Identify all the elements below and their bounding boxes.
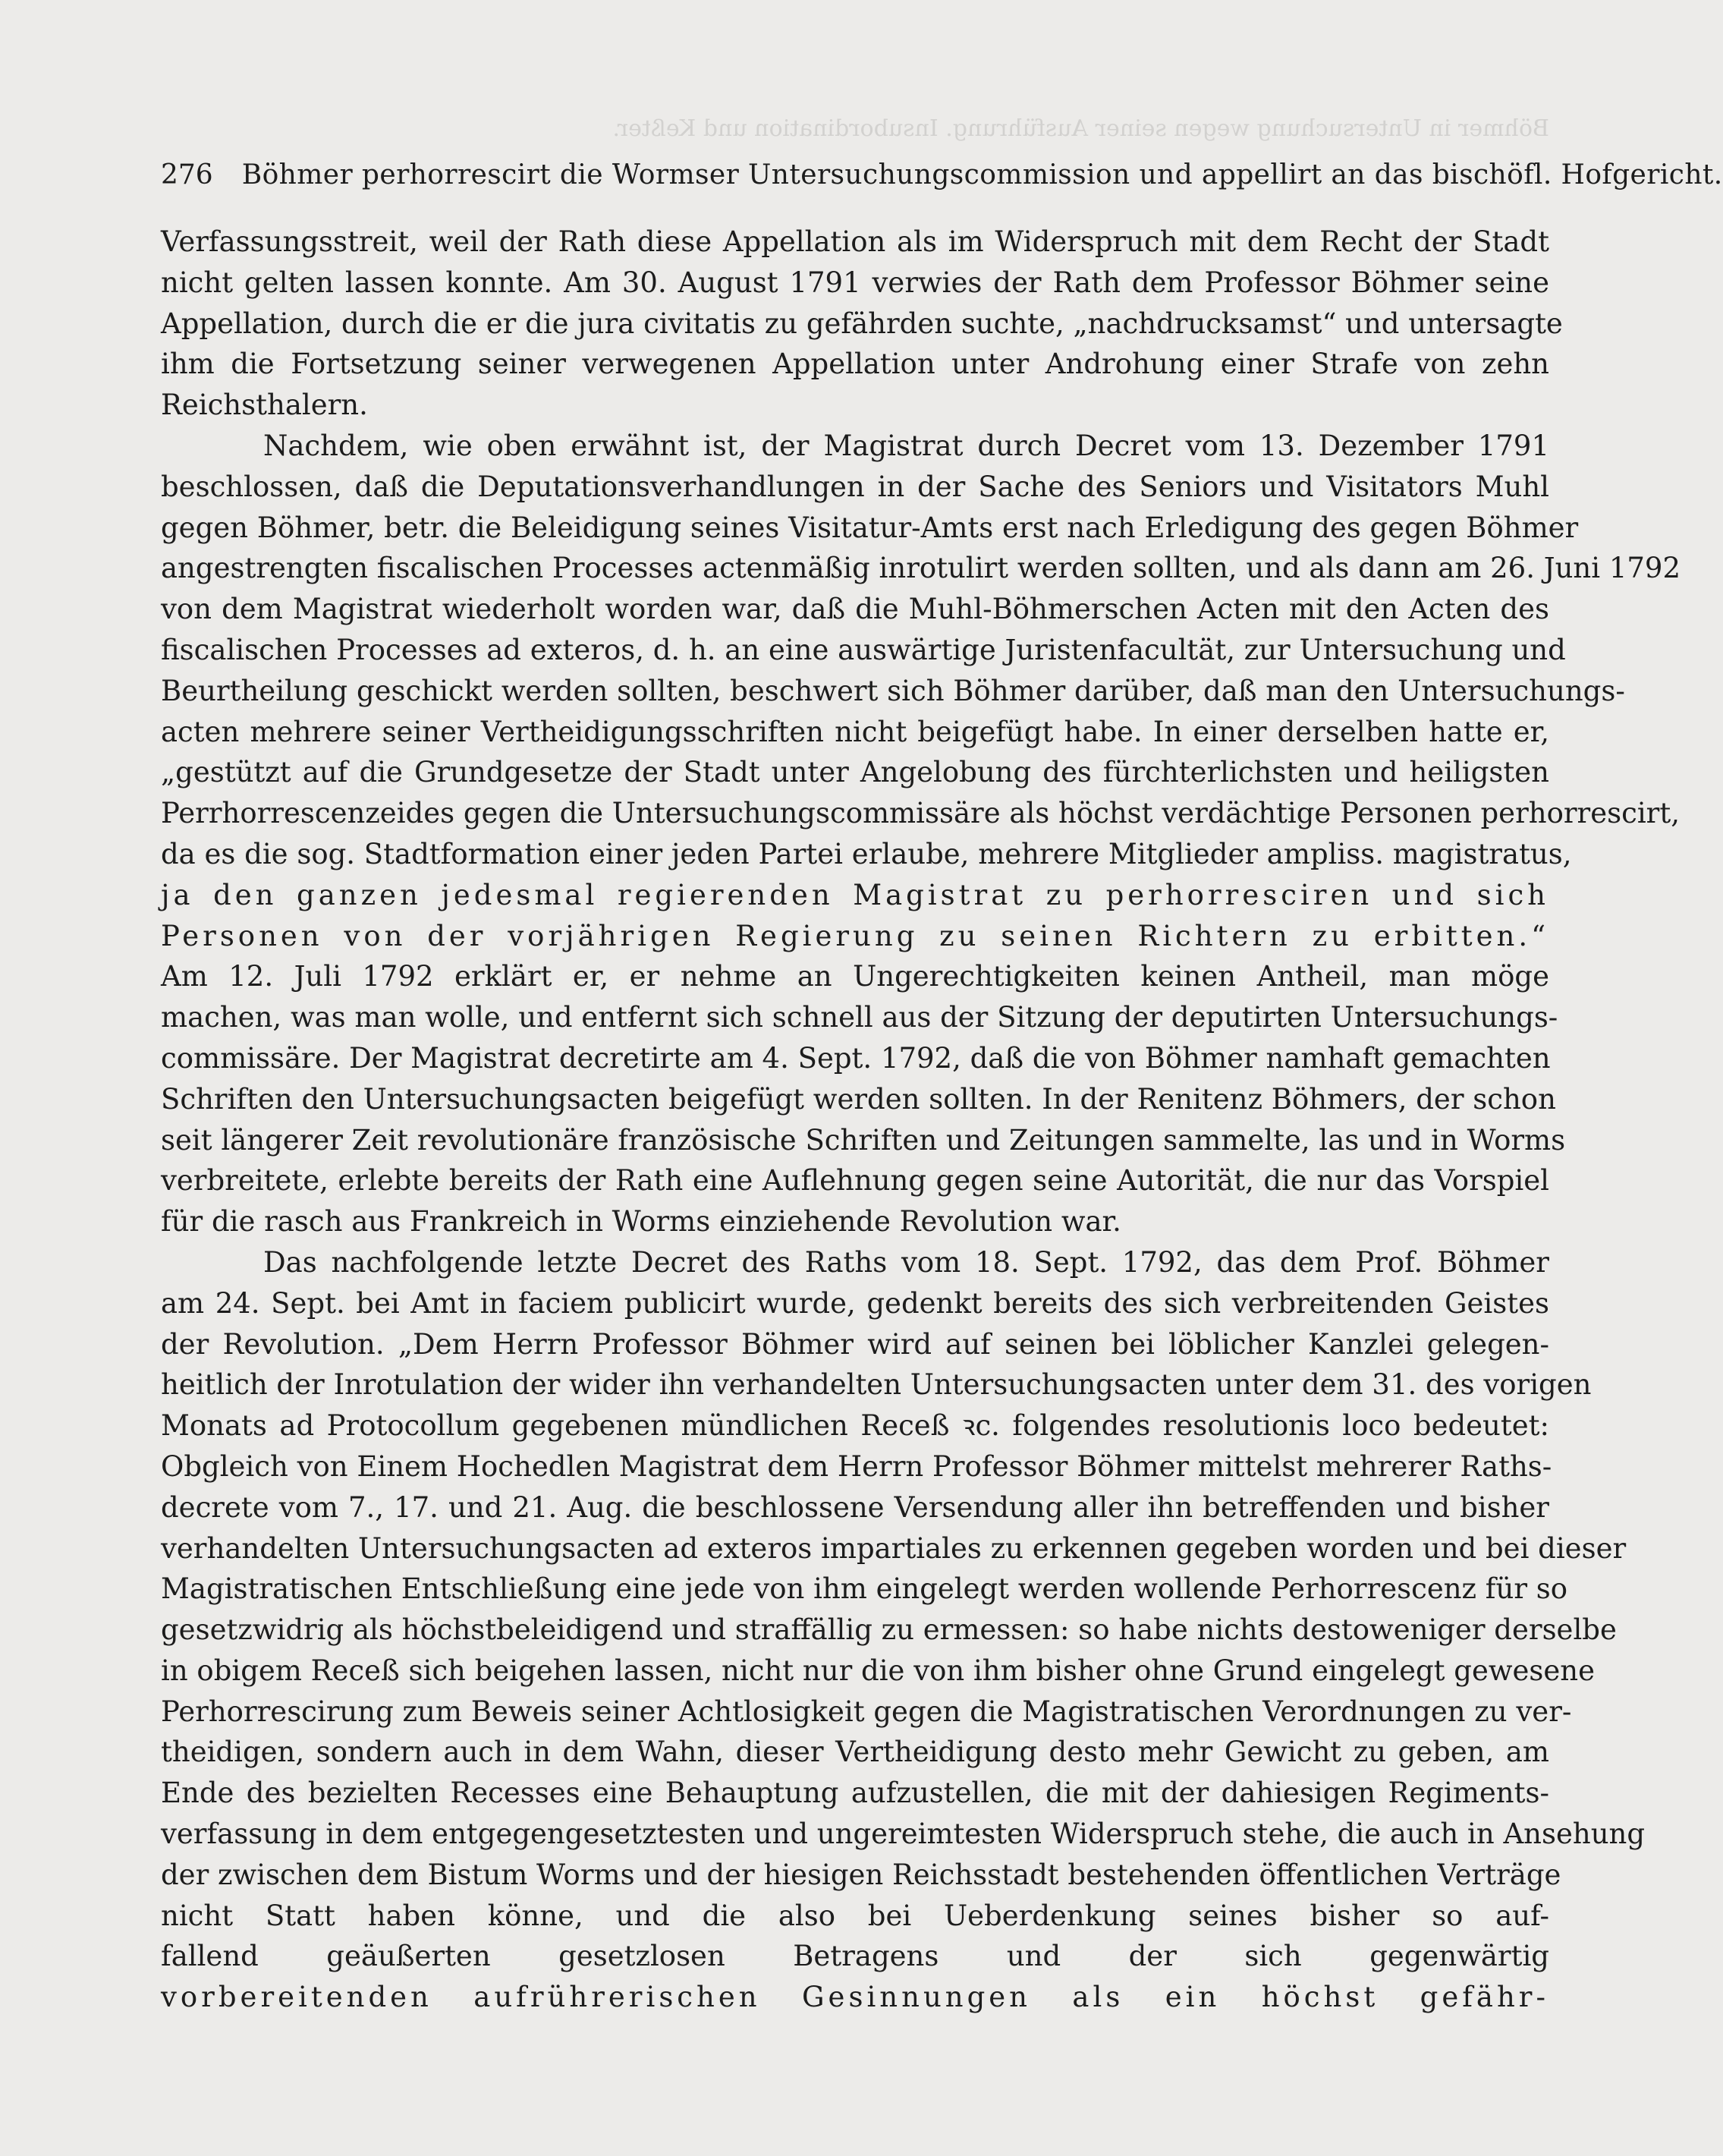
text-line: der zwischen dem Bistum Worms und der hiesigen Reichsstadt bestehenden öffentlichen Verträge bbox=[161, 1858, 1561, 1891]
text-line: decrete vom 7., 17. und 21. Aug. die beschlossene Versendung aller ihn betreffenden und bisher bbox=[161, 1490, 1549, 1524]
text-line: fallend geäußerten gesetzlosen Betragens und der sich gegenwärtig bbox=[161, 1940, 1549, 1973]
text-line: ihm die Fortsetzung seiner verwegenen Appellation unter Androhung einer Strafe von zehn bbox=[161, 348, 1549, 381]
text-line: Reichsthalern. bbox=[161, 389, 368, 422]
text-line: in obigem Receß sich beigehen lassen, nicht nur die von ihm bisher ohne Grund eingelegt gewesene bbox=[161, 1654, 1596, 1687]
text-line: am 24. Sept. bei Amt in faciem publicirt wurde, gedenkt bereits des sich verbreitenden Geistes bbox=[161, 1286, 1549, 1320]
text-line: angestrengten fiscalischen Processes actenmäßig inrotulirt werden sollten, und als dann am 26. Juni 1792 bbox=[161, 552, 1681, 585]
text-line: Nachdem, wie oben erwähnt ist, der Magistrat durch Decret vom 13. Dezember 1791 bbox=[263, 429, 1549, 462]
text-line: Monats ad Protocollum gegebenen mündlichen Receß ꝛc. folgendes resolutionis loco bedeutet: bbox=[161, 1409, 1549, 1443]
text-line: acten mehrere seiner Vertheidigungsschriften nicht beigefügt habe. In einer derselben hatte er, bbox=[161, 715, 1549, 748]
text-line: für die rasch aus Frankreich in Worms einziehende Revolution war. bbox=[161, 1205, 1121, 1239]
text-line: gegen Böhmer, betr. die Beleidigung seines Visitatur-Amts erst nach Erledigung des gegen Böhmer bbox=[161, 511, 1579, 544]
body-text bbox=[161, 222, 1681, 2059]
text-line: Schriften den Untersuchungsacten beigefügt werden sollten. In der Renitenz Böhmers, der schon bbox=[161, 1082, 1556, 1116]
text-line: theidigen, sondern auch in dem Wahn, dieser Vertheidigung desto mehr Gewicht zu geben, am bbox=[161, 1736, 1549, 1769]
text-line: „gestützt auf die Grundgesetze der Stadt unter Angelobung des fürchterlichsten und heiligsten bbox=[161, 756, 1549, 789]
running-head: Böhmer perhorrescirt die Wormser Untersuchungscommission und appellirt an das bischöfl. Hofgericht. bbox=[241, 159, 1723, 190]
text-line: von dem Magistrat wiederholt worden war, daß die Muhl-Böhmerschen Acten mit den Acten des bbox=[161, 593, 1549, 626]
text-line: seit längerer Zeit revolutionäre französische Schriften und Zeitungen sammelte, las und in Worms bbox=[161, 1123, 1566, 1157]
text-line: fiscalischen Processes ad exteros, d. h. an eine auswärtige Juristenfacultät, zur Untersuchung und bbox=[161, 633, 1566, 666]
text-line: Am 12. Juli 1792 erklärt er, er nehme an Ungerechtigkeiten keinen Antheil, man möge bbox=[161, 960, 1549, 993]
text-line: Beurtheilung geschickt werden sollten, beschwert sich Böhmer darüber, daß man den Untersuchungs- bbox=[161, 674, 1625, 707]
text-line: Personen von der vorjährigen Regierung zu seinen Richtern zu erbitten.“ bbox=[161, 919, 1549, 952]
text-line: Das nachfolgende letzte Decret des Raths vom 18. Sept. 1792, das dem Prof. Böhmer bbox=[263, 1245, 1549, 1279]
text-line: heitlich der Inrotulation der wider ihn verhandelten Untersuchungsacten unter dem 31. des vorigen bbox=[161, 1368, 1592, 1402]
text-line: Magistratischen Entschließung eine jede von ihm eingelegt werden wollende Perhorrescenz für so bbox=[161, 1572, 1568, 1606]
text-line: Perhorrescirung zum Beweis seiner Achtlosigkeit gegen die Magistratischen Verordnungen zu ver- bbox=[161, 1695, 1572, 1728]
text-line: verhandelten Untersuchungsacten ad exteros impartiales zu erkennen gegeben worden und bei dieser bbox=[161, 1531, 1627, 1565]
text-line: nicht gelten lassen konnte. Am 30. August 1791 verwies der Rath dem Professor Böhmer seine bbox=[161, 266, 1549, 299]
text-line: ja den ganzen jedesmal regierenden Magistrat zu perhorresciren und sich bbox=[161, 878, 1549, 911]
text-line: vorbereitenden aufrührerischen Gesinnungen als ein höchst gefähr- bbox=[161, 1981, 1549, 2014]
text-line: Verfassungsstreit, weil der Rath diese Appellation als im Widerspruch mit dem Recht der Stadt bbox=[161, 225, 1549, 258]
text-line: Appellation, durch die er die jura civitatis zu gefährden suchte, „nachdrucksamst“ und untersagte bbox=[161, 307, 1563, 340]
bleed-through-text: Böhmer in Untersuchung wegen seiner Ausführung. Insubordination und Keßter. bbox=[612, 115, 1549, 142]
text-line: machen, was man wolle, und entfernt sich schnell aus der Sitzung der deputirten Untersuchungs- bbox=[161, 1001, 1558, 1034]
text-line: verfassung in dem entgegengesetztesten und ungereimtesten Widerspruch stehe, die auch in Ansehung bbox=[161, 1818, 1646, 1851]
text-line: gesetzwidrig als höchstbeleidigend und straffällig zu ermessen: so habe nichts destoweniger derselbe bbox=[161, 1613, 1617, 1647]
text-line bbox=[161, 2018, 1549, 2059]
text-line: Ende des bezielten Recesses eine Behauptung aufzustellen, die mit der dahiesigen Regiments- bbox=[161, 1777, 1549, 1810]
text-line: Perrhorrescenzeides gegen die Untersuchungscommissäre als höchst verdächtige Personen perhorrescirt, bbox=[161, 797, 1680, 830]
page-number: 276 bbox=[161, 159, 213, 190]
text-line: commissäre. Der Magistrat decretirte am 4. Sept. 1792, daß die von Böhmer namhaft gemachten bbox=[161, 1041, 1551, 1075]
text-line: Obgleich von Einem Hochedlen Magistrat dem Herrn Professor Böhmer mittelst mehrerer Raths- bbox=[161, 1449, 1552, 1483]
text-line: der Revolution. „Dem Herrn Professor Böhmer wird auf seinen bei löblicher Kanzlei gelegen- bbox=[161, 1327, 1549, 1361]
text-line: da es die sog. Stadtformation einer jeden Partei erlaube, mehrere Mitglieder ampliss. magistratus, bbox=[161, 837, 1572, 870]
text-line: beschlossen, daß die Deputationsverhandlungen in der Sache des Seniors und Visitators Muhl bbox=[161, 470, 1549, 503]
page-header bbox=[161, 149, 1723, 202]
text-line: verbreitete, erlebte bereits der Rath eine Auflehnung gegen seine Autorität, die nur das Vorspiel bbox=[161, 1164, 1549, 1198]
text-line: nicht Statt haben könne, und die also bei Ueberdenkung seines bisher so auf- bbox=[161, 1899, 1549, 1932]
